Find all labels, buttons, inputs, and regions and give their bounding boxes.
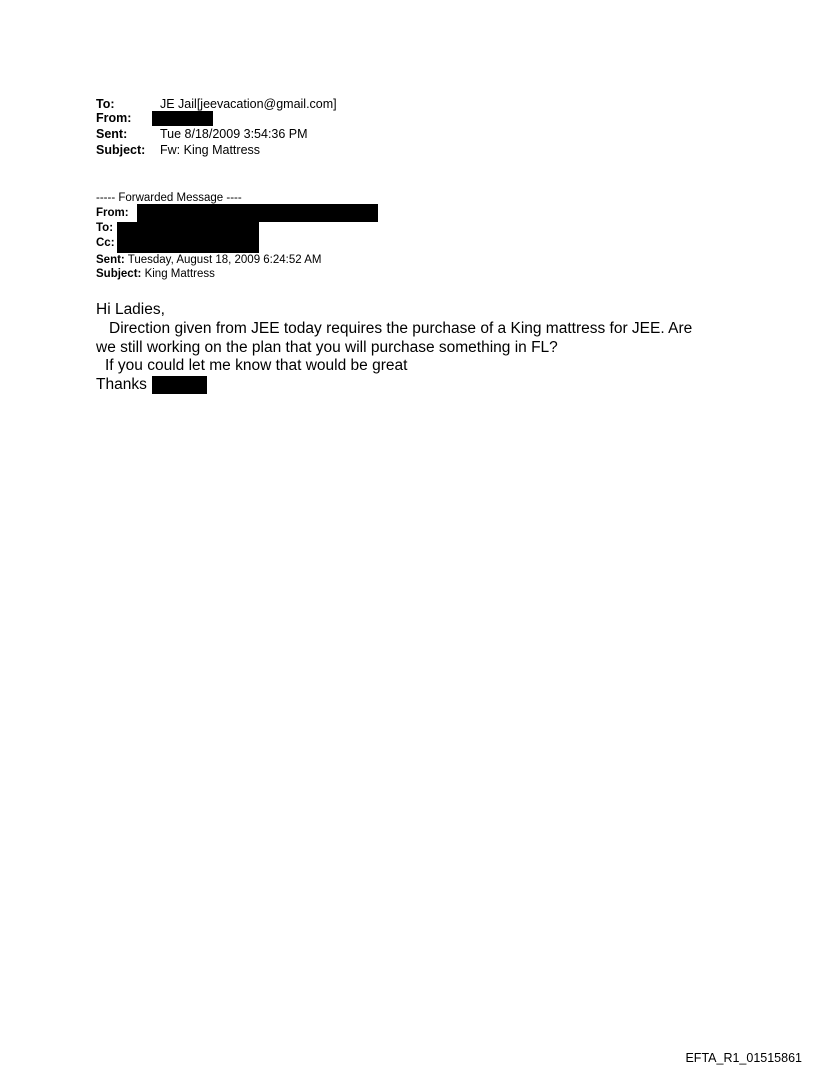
forwarded-divider: ----- Forwarded Message ---- bbox=[96, 192, 242, 204]
body-closing: Thanks bbox=[96, 376, 147, 393]
forwarded-subject-row bbox=[96, 268, 215, 281]
forwarded-cc-label: Cc: bbox=[96, 237, 115, 249]
header-subject-value: Fw: King Mattress bbox=[160, 143, 261, 157]
forwarded-subject-value: King Mattress bbox=[144, 268, 215, 280]
forwarded-sent-row bbox=[96, 254, 321, 267]
document-id: EFTA_R1_01515861 bbox=[685, 1051, 802, 1065]
body-greeting: Hi Ladies, bbox=[96, 301, 165, 318]
forwarded-from-label: From: bbox=[96, 207, 129, 219]
forwarded-to-row bbox=[96, 222, 113, 235]
forwarded-subject-label: Subject: bbox=[96, 268, 142, 280]
body-line-3: If you could let me know that would be great bbox=[105, 357, 408, 374]
forwarded-sent-label: Sent: bbox=[96, 254, 125, 266]
header-from-label: From: bbox=[96, 111, 132, 125]
header-sent-value: Tue 8/18/2009 3:54:36 PM bbox=[160, 127, 308, 141]
forwarded-sent-value: Tuesday, August 18, 2009 6:24:52 AM bbox=[127, 254, 322, 266]
header-to-label: To: bbox=[96, 97, 115, 111]
forwarded-to-label: To: bbox=[96, 222, 114, 234]
forwarded-cc-row bbox=[96, 237, 115, 250]
redaction-box bbox=[152, 111, 213, 126]
header-to-value: JE Jail[jeevacation@gmail.com] bbox=[160, 97, 337, 111]
redaction-box bbox=[137, 204, 378, 222]
body-line-2: we still working on the plan that you will purchase something in FL? bbox=[96, 339, 558, 356]
redaction-box bbox=[152, 376, 207, 394]
body-line-1: Direction given from JEE today requires the purchase of a King mattress for JEE. Are bbox=[109, 320, 693, 337]
header-subject-label: Subject: bbox=[96, 143, 146, 157]
forwarded-from-row bbox=[96, 207, 129, 220]
redaction-box bbox=[117, 222, 259, 253]
header-sent-label: Sent: bbox=[96, 127, 128, 141]
